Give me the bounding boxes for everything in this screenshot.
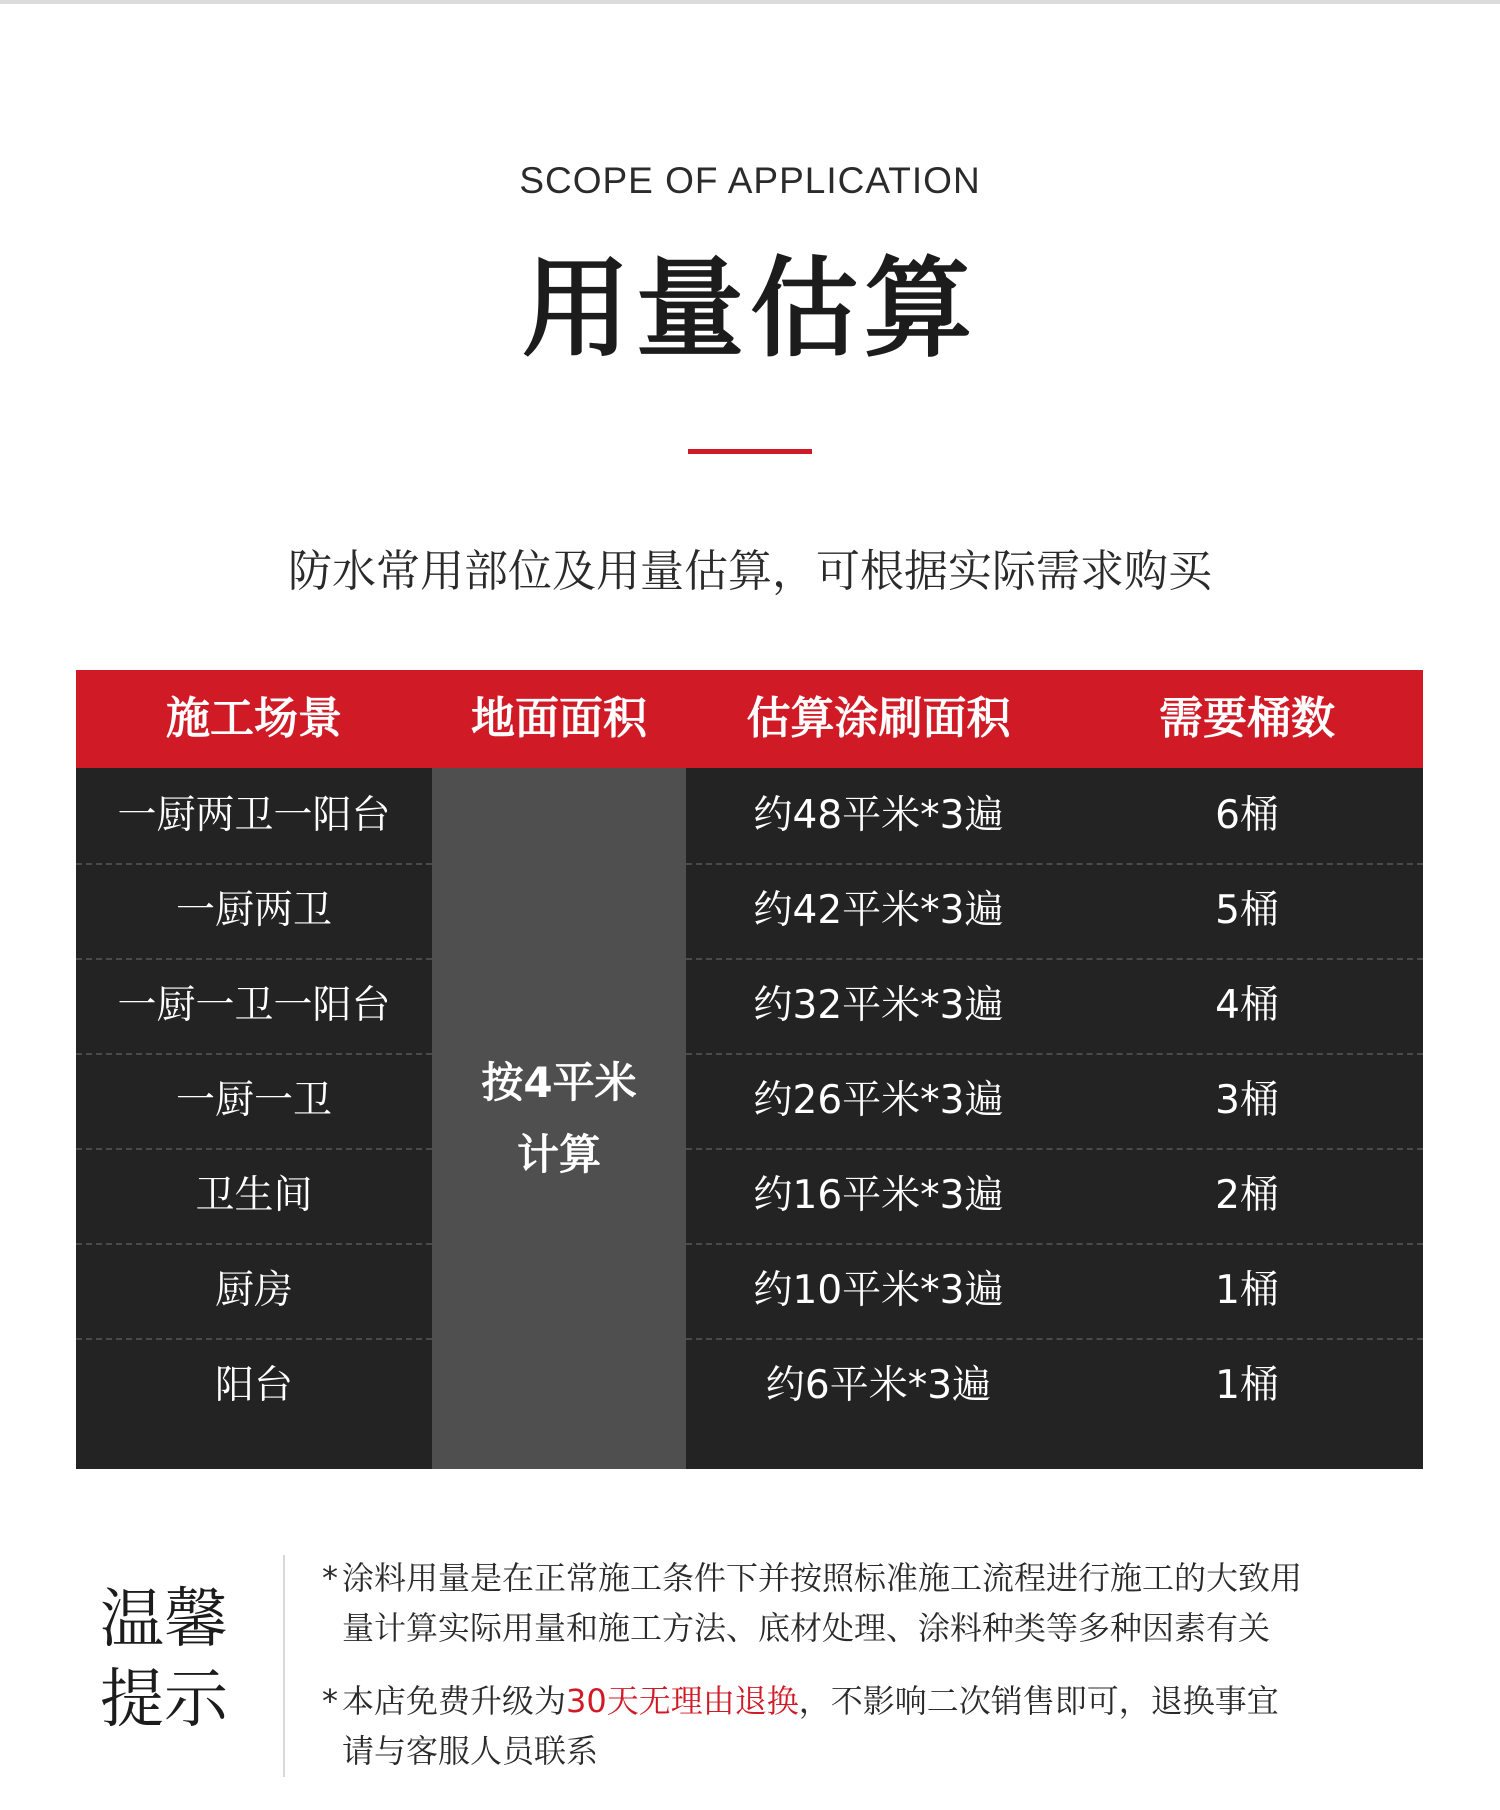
tips-title — [100, 1580, 270, 1740]
tip-return-pre: 本店免费升级为 — [342, 1682, 567, 1720]
tip-return-line1 — [322, 1676, 1442, 1726]
buckets-cell: 5桶 — [1215, 888, 1279, 933]
buckets-cell: 1桶 — [1215, 1363, 1279, 1408]
header-brush-area: 估算涂刷面积 — [746, 693, 1011, 744]
tip-return-policy — [322, 1676, 1442, 1776]
buckets-cell: 1桶 — [1215, 1268, 1279, 1313]
tip-bullet: * — [322, 1682, 338, 1720]
tip-usage — [322, 1553, 1442, 1653]
usage-estimate-table — [76, 670, 1423, 1469]
title-accent-bar — [688, 449, 812, 454]
tips-title-line1: 温馨 — [100, 1583, 228, 1657]
table-row — [76, 1053, 1423, 1148]
buckets-cell: 3桶 — [1215, 1078, 1279, 1123]
buckets-cell: 2桶 — [1215, 1173, 1279, 1218]
floor-area-note-line2: 计算 — [516, 1129, 601, 1179]
scene-cell: 一厨一卫 — [175, 1078, 332, 1123]
table-row — [76, 768, 1423, 863]
buckets-cell: 6桶 — [1215, 793, 1279, 838]
buckets-cell: 4桶 — [1215, 983, 1279, 1028]
table-row — [76, 958, 1423, 1053]
brush-area-cell: 约16平米*3遍 — [753, 1173, 1004, 1218]
scene-cell: 一厨两卫 — [175, 888, 332, 933]
scene-cell: 阳台 — [214, 1363, 293, 1408]
tip-return-line2: 请与客服人员联系 — [342, 1732, 599, 1770]
section-subtitle: 防水常用部位及用量估算，可根据实际需求购买 — [288, 546, 1212, 597]
brush-area-cell: 约10平米*3遍 — [753, 1268, 1004, 1313]
top-divider — [0, 0, 1500, 4]
tips-divider — [283, 1555, 285, 1777]
scene-cell: 卫生间 — [195, 1173, 313, 1218]
brush-area-cell: 约26平米*3遍 — [753, 1078, 1004, 1123]
header-scene: 施工场景 — [166, 693, 342, 744]
tips-title-line2: 提示 — [100, 1663, 228, 1737]
table-row — [76, 863, 1423, 958]
scene-cell: 一厨一卫一阳台 — [117, 983, 391, 1028]
brush-area-cell: 约6平米*3遍 — [765, 1363, 992, 1408]
table-header-row — [76, 670, 1423, 768]
scene-cell: 厨房 — [214, 1268, 293, 1313]
tip-return-highlight: 30天无理由退换 — [566, 1682, 799, 1720]
section-english-title: SCOPE OF APPLICATION — [519, 160, 981, 201]
table-row — [76, 1148, 1423, 1243]
tip-usage-line1: 涂料用量是在正常施工条件下并按照标准施工流程进行施工的大致用 — [342, 1559, 1303, 1597]
tip-return-post: ，不影响二次销售即可，退换事宜 — [798, 1682, 1279, 1720]
brush-area-cell: 约32平米*3遍 — [753, 983, 1004, 1028]
header-floor-area: 地面面积 — [471, 693, 647, 744]
tip-usage-line2: 量计算实际用量和施工方法、底材处理、涂料种类等多种因素有关 — [342, 1609, 1271, 1647]
header-buckets: 需要桶数 — [1159, 693, 1335, 744]
table-row — [76, 1243, 1423, 1338]
floor-area-note-line1: 按4平米 — [481, 1057, 637, 1107]
section-title: 用量估算 — [521, 247, 978, 372]
scene-cell: 一厨两卫一阳台 — [117, 793, 391, 838]
brush-area-cell: 约42平米*3遍 — [753, 888, 1004, 933]
table-row — [76, 1338, 1423, 1433]
brush-area-cell: 约48平米*3遍 — [753, 793, 1004, 838]
tip-bullet: * — [322, 1559, 338, 1597]
